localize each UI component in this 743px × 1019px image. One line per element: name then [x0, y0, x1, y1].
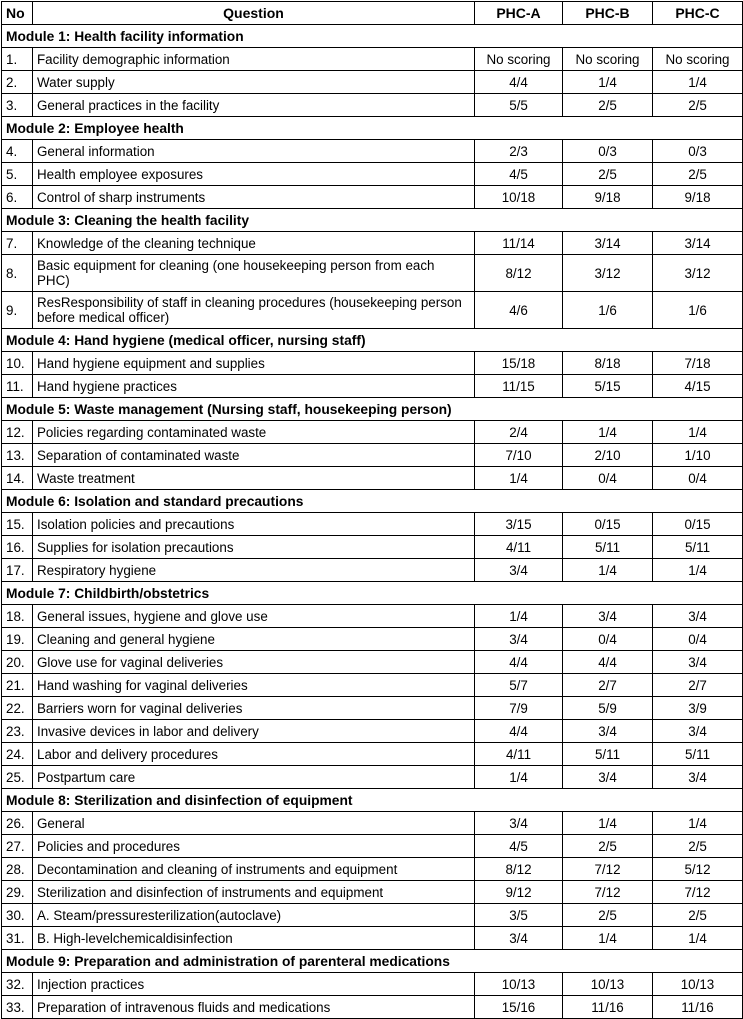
- module-title: Module 3: Cleaning the health facility: [2, 209, 743, 232]
- cell-no: 32.: [2, 973, 33, 996]
- module-title: Module 8: Sterilization and disinfection of equipment: [2, 789, 743, 812]
- cell-question: Facility demographic information: [33, 48, 475, 71]
- cell-phc-a: 10/18: [475, 186, 563, 209]
- header-phc-b: PHC-B: [563, 2, 653, 25]
- cell-no: 18.: [2, 605, 33, 628]
- cell-question: Postpartum care: [33, 766, 475, 789]
- cell-question: Water supply: [33, 71, 475, 94]
- cell-phc-c: 7/18: [653, 352, 743, 375]
- cell-no: 24.: [2, 743, 33, 766]
- cell-phc-b: 2/10: [563, 444, 653, 467]
- module-title: Module 1: Health facility information: [2, 25, 743, 48]
- table-row: [2, 94, 743, 117]
- cell-phc-b: 1/4: [563, 71, 653, 94]
- cell-no: 23.: [2, 720, 33, 743]
- cell-phc-c: 0/3: [653, 140, 743, 163]
- cell-phc-a: 3/4: [475, 559, 563, 582]
- module-row: [2, 789, 743, 812]
- cell-question: Hand hygiene practices: [33, 375, 475, 398]
- table-row: [2, 973, 743, 996]
- cell-phc-b: 9/18: [563, 186, 653, 209]
- cell-no: 26.: [2, 812, 33, 835]
- cell-phc-a: 3/4: [475, 927, 563, 950]
- cell-phc-a: 3/5: [475, 904, 563, 927]
- cell-question: General practices in the facility: [33, 94, 475, 117]
- cell-no: 4.: [2, 140, 33, 163]
- cell-phc-b: 0/4: [563, 467, 653, 490]
- cell-phc-b: 5/11: [563, 743, 653, 766]
- cell-question: Basic equipment for cleaning (one housekeeping person from each PHC): [33, 255, 475, 292]
- cell-phc-c: 9/18: [653, 186, 743, 209]
- cell-phc-a: 4/4: [475, 720, 563, 743]
- cell-phc-b: 2/5: [563, 94, 653, 117]
- cell-phc-c: 2/5: [653, 835, 743, 858]
- cell-no: 15.: [2, 513, 33, 536]
- table-row: [2, 421, 743, 444]
- cell-phc-b: 0/3: [563, 140, 653, 163]
- table-row: [2, 858, 743, 881]
- cell-phc-a: 4/5: [475, 835, 563, 858]
- table-row: [2, 812, 743, 835]
- cell-phc-b: 7/12: [563, 881, 653, 904]
- cell-phc-b: 8/18: [563, 352, 653, 375]
- cell-phc-a: 4/11: [475, 743, 563, 766]
- table-row: [2, 467, 743, 490]
- cell-phc-a: 4/5: [475, 163, 563, 186]
- cell-phc-b: 2/7: [563, 674, 653, 697]
- cell-phc-c: 2/5: [653, 904, 743, 927]
- table-body: [2, 25, 743, 1019]
- cell-phc-c: 7/12: [653, 881, 743, 904]
- cell-phc-b: 2/5: [563, 904, 653, 927]
- cell-phc-c: 5/12: [653, 858, 743, 881]
- cell-phc-a: 5/5: [475, 94, 563, 117]
- table-row: [2, 720, 743, 743]
- cell-phc-a: 1/4: [475, 766, 563, 789]
- cell-phc-a: 8/12: [475, 858, 563, 881]
- cell-phc-c: 1/4: [653, 71, 743, 94]
- header-row: [2, 2, 743, 25]
- cell-no: 12.: [2, 421, 33, 444]
- table-row: [2, 163, 743, 186]
- header-no: No: [2, 2, 33, 25]
- cell-phc-b: 1/4: [563, 927, 653, 950]
- cell-phc-a: 11/14: [475, 232, 563, 255]
- cell-no: 16.: [2, 536, 33, 559]
- cell-phc-b: 0/4: [563, 628, 653, 651]
- cell-no: 11.: [2, 375, 33, 398]
- cell-no: 10.: [2, 352, 33, 375]
- cell-phc-b: 2/5: [563, 835, 653, 858]
- cell-question: General information: [33, 140, 475, 163]
- cell-phc-c: 5/11: [653, 536, 743, 559]
- cell-no: 33.: [2, 996, 33, 1019]
- cell-phc-b: 1/4: [563, 812, 653, 835]
- cell-phc-b: 2/5: [563, 163, 653, 186]
- cell-phc-a: 4/11: [475, 536, 563, 559]
- cell-no: 21.: [2, 674, 33, 697]
- cell-phc-c: 0/4: [653, 628, 743, 651]
- table-row: [2, 743, 743, 766]
- cell-phc-b: 5/15: [563, 375, 653, 398]
- table-row: [2, 140, 743, 163]
- cell-no: 17.: [2, 559, 33, 582]
- cell-phc-b: 5/9: [563, 697, 653, 720]
- table-row: [2, 835, 743, 858]
- cell-phc-a: 2/4: [475, 421, 563, 444]
- cell-phc-a: 7/10: [475, 444, 563, 467]
- cell-phc-c: 10/13: [653, 973, 743, 996]
- table-row: [2, 927, 743, 950]
- cell-question: General issues, hygiene and glove use: [33, 605, 475, 628]
- table-row: [2, 881, 743, 904]
- module-title: Module 2: Employee health: [2, 117, 743, 140]
- cell-phc-c: 0/4: [653, 467, 743, 490]
- cell-phc-a: 2/3: [475, 140, 563, 163]
- cell-phc-c: 1/4: [653, 812, 743, 835]
- cell-question: Health employee exposures: [33, 163, 475, 186]
- module-title: Module 5: Waste management (Nursing staff, housekeeping person): [2, 398, 743, 421]
- module-row: [2, 25, 743, 48]
- cell-question: Policies regarding contaminated waste: [33, 421, 475, 444]
- table-row: [2, 48, 743, 71]
- cell-no: 25.: [2, 766, 33, 789]
- cell-phc-a: 15/18: [475, 352, 563, 375]
- cell-question: Glove use for vaginal deliveries: [33, 651, 475, 674]
- table-row: [2, 444, 743, 467]
- cell-phc-c: 2/5: [653, 94, 743, 117]
- module-title: Module 7: Childbirth/obstetrics: [2, 582, 743, 605]
- cell-phc-b: No scoring: [563, 48, 653, 71]
- cell-question: Labor and delivery procedures: [33, 743, 475, 766]
- cell-phc-c: 1/6: [653, 292, 743, 329]
- module-title: Module 9: Preparation and administration of parenteral medications: [2, 950, 743, 973]
- cell-question: Cleaning and general hygiene: [33, 628, 475, 651]
- cell-phc-c: 11/16: [653, 996, 743, 1019]
- cell-phc-a: 8/12: [475, 255, 563, 292]
- cell-phc-c: 0/15: [653, 513, 743, 536]
- module-row: [2, 950, 743, 973]
- cell-phc-a: 10/13: [475, 973, 563, 996]
- cell-no: 29.: [2, 881, 33, 904]
- cell-no: 3.: [2, 94, 33, 117]
- cell-phc-c: 5/11: [653, 743, 743, 766]
- cell-question: Knowledge of the cleaning technique: [33, 232, 475, 255]
- cell-phc-b: 3/4: [563, 766, 653, 789]
- cell-no: 28.: [2, 858, 33, 881]
- cell-phc-a: 3/4: [475, 628, 563, 651]
- cell-question: Isolation policies and precautions: [33, 513, 475, 536]
- cell-no: 30.: [2, 904, 33, 927]
- cell-question: A. Steam/pressuresterilization(autoclave): [33, 904, 475, 927]
- cell-question: Hand hygiene equipment and supplies: [33, 352, 475, 375]
- table-row: [2, 375, 743, 398]
- cell-question: Respiratory hygiene: [33, 559, 475, 582]
- cell-question: B. High-levelchemicaldisinfection: [33, 927, 475, 950]
- table-row: [2, 232, 743, 255]
- cell-phc-a: 11/15: [475, 375, 563, 398]
- cell-phc-b: 3/14: [563, 232, 653, 255]
- cell-phc-c: 2/5: [653, 163, 743, 186]
- cell-no: 7.: [2, 232, 33, 255]
- cell-phc-b: 1/4: [563, 421, 653, 444]
- cell-no: 6.: [2, 186, 33, 209]
- cell-question: General: [33, 812, 475, 835]
- cell-question: Barriers worn for vaginal deliveries: [33, 697, 475, 720]
- module-row: [2, 329, 743, 352]
- cell-no: 19.: [2, 628, 33, 651]
- module-row: [2, 582, 743, 605]
- cell-no: 2.: [2, 71, 33, 94]
- header-question: Question: [33, 2, 475, 25]
- cell-phc-c: 1/4: [653, 421, 743, 444]
- cell-phc-a: 4/6: [475, 292, 563, 329]
- cell-question: Injection practices: [33, 973, 475, 996]
- cell-no: 9.: [2, 292, 33, 329]
- cell-phc-a: 3/15: [475, 513, 563, 536]
- cell-phc-b: 4/4: [563, 651, 653, 674]
- cell-no: 5.: [2, 163, 33, 186]
- cell-phc-b: 3/4: [563, 720, 653, 743]
- cell-question: Control of sharp instruments: [33, 186, 475, 209]
- table-row: [2, 697, 743, 720]
- cell-no: 31.: [2, 927, 33, 950]
- cell-no: 14.: [2, 467, 33, 490]
- table-row: [2, 536, 743, 559]
- cell-question: Sterilization and disinfection of instruments and equipment: [33, 881, 475, 904]
- cell-phc-a: 15/16: [475, 996, 563, 1019]
- cell-question: Preparation of intravenous fluids and medications: [33, 996, 475, 1019]
- cell-phc-a: No scoring: [475, 48, 563, 71]
- header-phc-c: PHC-C: [653, 2, 743, 25]
- scoring-table: [1, 1, 743, 1019]
- table-row: [2, 674, 743, 697]
- cell-no: 27.: [2, 835, 33, 858]
- table-row: [2, 255, 743, 292]
- cell-phc-a: 1/4: [475, 605, 563, 628]
- cell-phc-b: 1/4: [563, 559, 653, 582]
- table-row: [2, 766, 743, 789]
- table-row: [2, 292, 743, 329]
- cell-phc-c: 3/12: [653, 255, 743, 292]
- cell-phc-c: 1/4: [653, 559, 743, 582]
- cell-phc-b: 0/15: [563, 513, 653, 536]
- cell-phc-a: 5/7: [475, 674, 563, 697]
- cell-question: Supplies for isolation precautions: [33, 536, 475, 559]
- cell-phc-c: No scoring: [653, 48, 743, 71]
- cell-phc-a: 9/12: [475, 881, 563, 904]
- module-row: [2, 398, 743, 421]
- table-row: [2, 605, 743, 628]
- cell-question: ResResponsibility of staff in cleaning procedures (housekeeping person before medical officer): [33, 292, 475, 329]
- cell-phc-c: 3/4: [653, 766, 743, 789]
- cell-phc-c: 3/9: [653, 697, 743, 720]
- cell-question: Separation of contaminated waste: [33, 444, 475, 467]
- table-row: [2, 628, 743, 651]
- module-row: [2, 490, 743, 513]
- table-row: [2, 559, 743, 582]
- cell-phc-c: 2/7: [653, 674, 743, 697]
- cell-phc-b: 7/12: [563, 858, 653, 881]
- module-title: Module 4: Hand hygiene (medical officer, nursing staff): [2, 329, 743, 352]
- cell-no: 8.: [2, 255, 33, 292]
- cell-phc-b: 1/6: [563, 292, 653, 329]
- cell-phc-b: 11/16: [563, 996, 653, 1019]
- cell-phc-b: 3/12: [563, 255, 653, 292]
- cell-question: Policies and procedures: [33, 835, 475, 858]
- cell-question: Invasive devices in labor and delivery: [33, 720, 475, 743]
- cell-no: 20.: [2, 651, 33, 674]
- cell-phc-c: 1/4: [653, 927, 743, 950]
- cell-question: Decontamination and cleaning of instruments and equipment: [33, 858, 475, 881]
- cell-phc-c: 3/4: [653, 720, 743, 743]
- cell-phc-b: 10/13: [563, 973, 653, 996]
- table-row: [2, 186, 743, 209]
- cell-phc-a: 4/4: [475, 71, 563, 94]
- module-row: [2, 117, 743, 140]
- cell-phc-a: 7/9: [475, 697, 563, 720]
- header-phc-a: PHC-A: [475, 2, 563, 25]
- cell-phc-c: 1/10: [653, 444, 743, 467]
- cell-no: 1.: [2, 48, 33, 71]
- table-row: [2, 904, 743, 927]
- table-row: [2, 513, 743, 536]
- cell-no: 22.: [2, 697, 33, 720]
- module-row: [2, 209, 743, 232]
- cell-no: 13.: [2, 444, 33, 467]
- cell-phc-c: 4/15: [653, 375, 743, 398]
- table-row: [2, 996, 743, 1019]
- cell-phc-a: 1/4: [475, 467, 563, 490]
- cell-phc-b: 3/4: [563, 605, 653, 628]
- module-title: Module 6: Isolation and standard precautions: [2, 490, 743, 513]
- cell-phc-b: 5/11: [563, 536, 653, 559]
- cell-phc-c: 3/14: [653, 232, 743, 255]
- table-row: [2, 352, 743, 375]
- cell-question: Waste treatment: [33, 467, 475, 490]
- table-row: [2, 71, 743, 94]
- cell-phc-a: 4/4: [475, 651, 563, 674]
- cell-phc-c: 3/4: [653, 605, 743, 628]
- cell-phc-c: 3/4: [653, 651, 743, 674]
- table-row: [2, 651, 743, 674]
- cell-phc-a: 3/4: [475, 812, 563, 835]
- cell-question: Hand washing for vaginal deliveries: [33, 674, 475, 697]
